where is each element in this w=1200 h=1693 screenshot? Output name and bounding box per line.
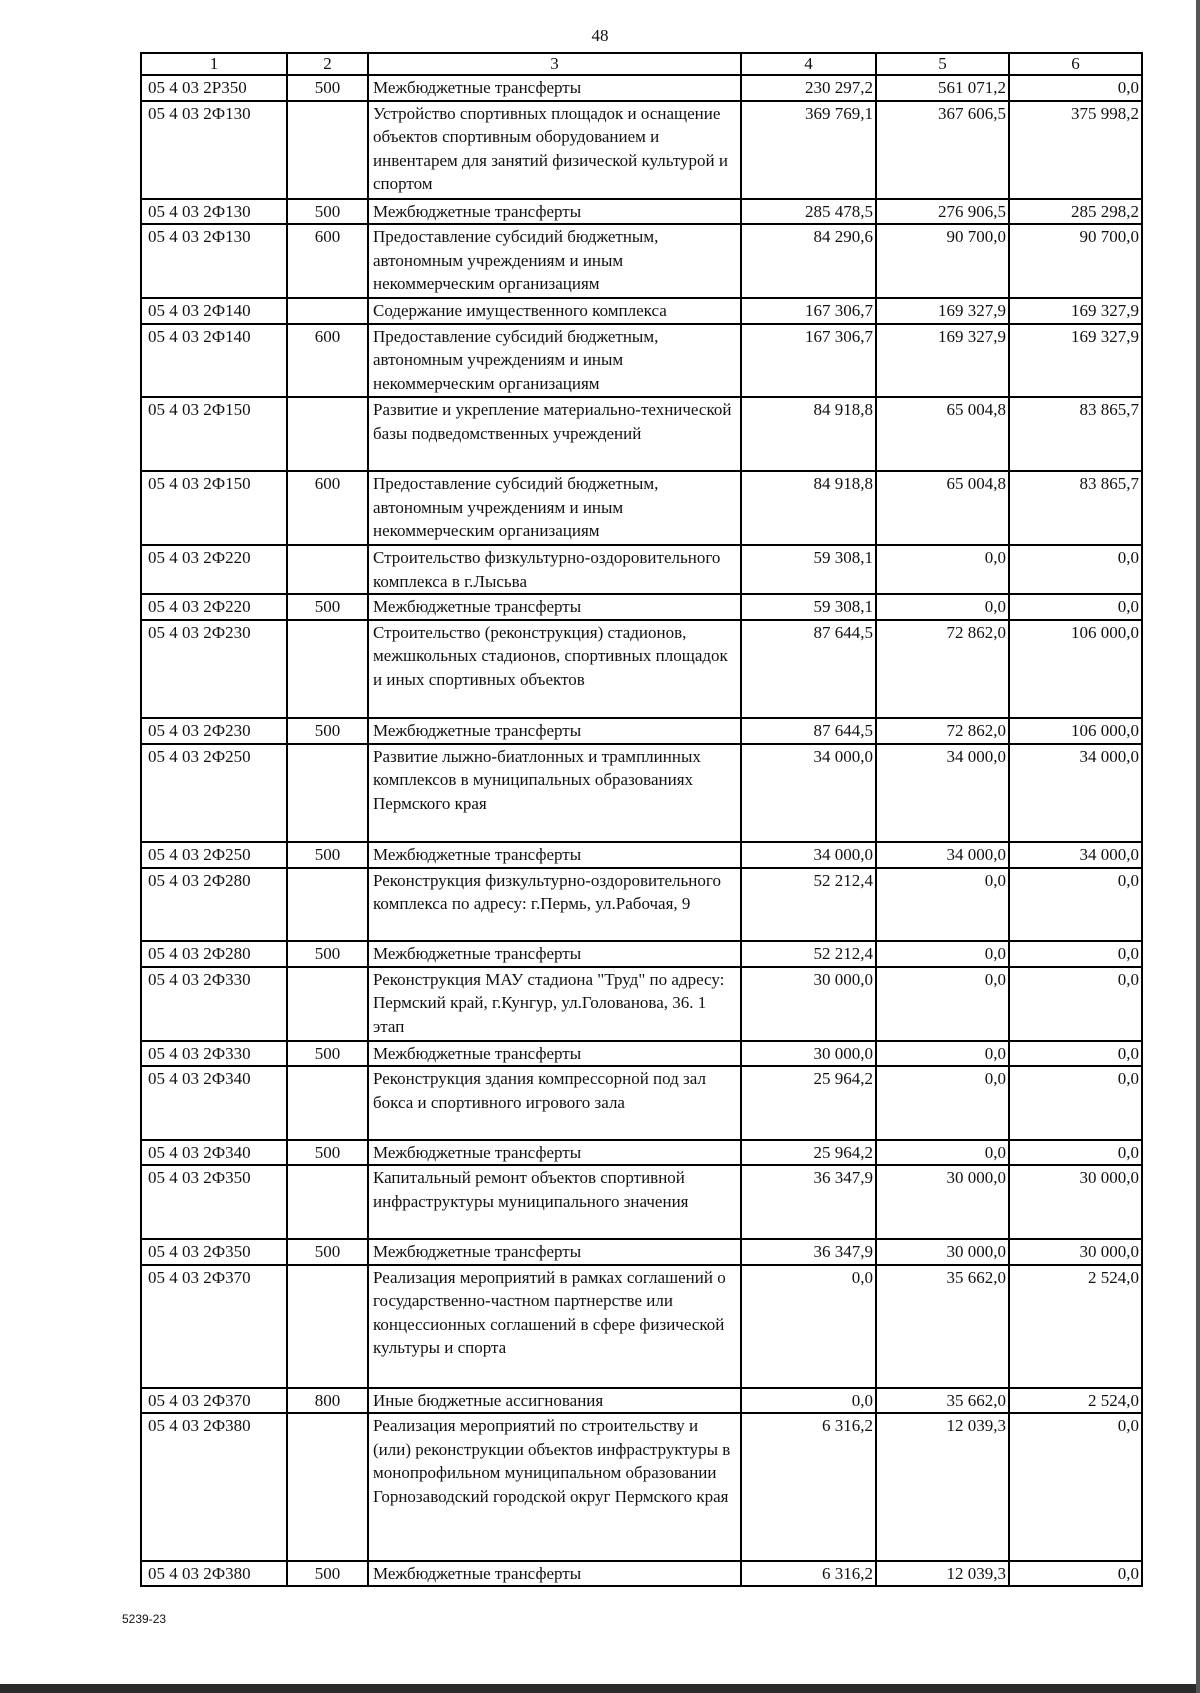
budget-table	[140, 52, 1143, 1587]
item-name-cell: Развитие и укрепление материально-технической базы подведомственных учреждений	[368, 397, 741, 471]
amount-col4-cell: 34 000,0	[741, 744, 876, 842]
amount-col6-cell: 106 000,0	[1009, 718, 1142, 744]
amount-col6-cell: 34 000,0	[1009, 842, 1142, 868]
amount-col4-cell: 84 918,8	[741, 397, 876, 471]
amount-col5-cell: 72 862,0	[876, 620, 1009, 718]
budget-code-cell: 05 4 03 2Ф250	[141, 842, 287, 868]
amount-col4-cell: 52 212,4	[741, 941, 876, 967]
expense-type-cell: 500	[287, 941, 368, 967]
expense-type-cell	[287, 744, 368, 842]
expense-type-cell: 600	[287, 471, 368, 545]
budget-code-cell: 05 4 03 2Ф380	[141, 1561, 287, 1587]
amount-col5-cell: 34 000,0	[876, 842, 1009, 868]
budget-code-cell: 05 4 03 2Ф220	[141, 545, 287, 594]
item-name-cell: Реконструкция физкультурно-оздоровительного комплекса по адресу: г.Пермь, ул.Рабочая, 9	[368, 868, 741, 942]
expense-type-cell: 500	[287, 199, 368, 225]
expense-type-cell: 500	[287, 1239, 368, 1265]
amount-col6-cell: 169 327,9	[1009, 324, 1142, 398]
item-name-cell: Межбюджетные трансферты	[368, 594, 741, 620]
amount-col6-cell: 0,0	[1009, 941, 1142, 967]
amount-col4-cell: 0,0	[741, 1388, 876, 1414]
amount-col6-cell: 375 998,2	[1009, 101, 1142, 199]
table-row	[141, 1413, 1142, 1561]
item-name-cell: Межбюджетные трансферты	[368, 718, 741, 744]
budget-code-cell: 05 4 03 2Ф340	[141, 1066, 287, 1140]
item-name-cell: Строительство (реконструкция) стадионов, межшкольных стадионов, спортивных площадок и иных спортивных объектов	[368, 620, 741, 718]
amount-col4-cell: 34 000,0	[741, 842, 876, 868]
amount-col5-cell: 561 071,2	[876, 75, 1009, 101]
expense-type-cell: 500	[287, 1041, 368, 1067]
page-number: 48	[591, 26, 609, 45]
item-name-cell: Межбюджетные трансферты	[368, 1041, 741, 1067]
table-row	[141, 199, 1142, 225]
budget-code-cell: 05 4 03 2Ф230	[141, 620, 287, 718]
amount-col4-cell: 285 478,5	[741, 199, 876, 225]
expense-type-cell	[287, 1066, 368, 1140]
amount-col6-cell: 2 524,0	[1009, 1265, 1142, 1388]
amount-col4-cell: 36 347,9	[741, 1239, 876, 1265]
item-name-cell: Реконструкция здания компрессорной под зал бокса и спортивного игрового зала	[368, 1066, 741, 1140]
amount-col6-cell: 30 000,0	[1009, 1165, 1142, 1239]
amount-col6-cell: 0,0	[1009, 967, 1142, 1041]
amount-col6-cell: 0,0	[1009, 1561, 1142, 1587]
amount-col4-cell: 36 347,9	[741, 1165, 876, 1239]
column-header: 4	[741, 53, 876, 75]
amount-col6-cell: 0,0	[1009, 75, 1142, 101]
budget-code-cell: 05 4 03 2Ф250	[141, 744, 287, 842]
expense-type-cell: 500	[287, 842, 368, 868]
expense-type-cell	[287, 868, 368, 942]
column-header: 3	[368, 53, 741, 75]
table-row	[141, 1066, 1142, 1140]
table-header-row	[141, 53, 1142, 75]
item-name-cell: Содержание имущественного комплекса	[368, 298, 741, 324]
scan-edge-right	[1196, 0, 1200, 1693]
item-name-cell: Реализация мероприятий по строительству и (или) реконструкции объектов инфраструктуры в монопрофильном муниципальном образовании Горнозаводский городской округ Пермского края	[368, 1413, 741, 1561]
item-name-cell: Межбюджетные трансферты	[368, 842, 741, 868]
amount-col5-cell: 72 862,0	[876, 718, 1009, 744]
scan-edge	[0, 1684, 1200, 1693]
table-row	[141, 471, 1142, 545]
budget-code-cell: 05 4 03 2Ф150	[141, 397, 287, 471]
budget-code-cell: 05 4 03 2Ф330	[141, 1041, 287, 1067]
table-row	[141, 75, 1142, 101]
table-row	[141, 1140, 1142, 1166]
budget-code-cell: 05 4 03 2Ф330	[141, 967, 287, 1041]
amount-col6-cell: 0,0	[1009, 1413, 1142, 1561]
item-name-cell: Межбюджетные трансферты	[368, 941, 741, 967]
budget-code-cell: 05 4 03 2Ф350	[141, 1165, 287, 1239]
amount-col4-cell: 52 212,4	[741, 868, 876, 942]
item-name-cell: Предоставление субсидий бюджетным, автономным учреждениям и иным некоммерческим организациям	[368, 471, 741, 545]
amount-col4-cell: 167 306,7	[741, 298, 876, 324]
budget-code-cell: 05 4 03 2Ф370	[141, 1265, 287, 1388]
amount-col4-cell: 369 769,1	[741, 101, 876, 199]
budget-code-cell: 05 4 03 2Ф370	[141, 1388, 287, 1414]
amount-col4-cell: 30 000,0	[741, 967, 876, 1041]
table-row	[141, 1265, 1142, 1388]
amount-col6-cell: 83 865,7	[1009, 397, 1142, 471]
expense-type-cell: 500	[287, 718, 368, 744]
table-row	[141, 842, 1142, 868]
amount-col6-cell: 0,0	[1009, 545, 1142, 594]
item-name-cell: Развитие лыжно-биатлонных и трамплинных комплексов в муниципальных образованиях Пермского края	[368, 744, 741, 842]
amount-col5-cell: 30 000,0	[876, 1165, 1009, 1239]
budget-code-cell: 05 4 03 2Ф280	[141, 868, 287, 942]
table-row	[141, 101, 1142, 199]
budget-code-cell: 05 4 03 2Ф140	[141, 324, 287, 398]
column-header: 6	[1009, 53, 1142, 75]
item-name-cell: Межбюджетные трансферты	[368, 1239, 741, 1265]
table-row	[141, 1239, 1142, 1265]
amount-col5-cell: 0,0	[876, 1140, 1009, 1166]
item-name-cell: Межбюджетные трансферты	[368, 1561, 741, 1587]
amount-col5-cell: 0,0	[876, 1041, 1009, 1067]
item-name-cell: Строительство физкультурно-оздоровительного комплекса в г.Лысьва	[368, 545, 741, 594]
amount-col5-cell: 34 000,0	[876, 744, 1009, 842]
item-name-cell: Реализация мероприятий в рамках соглашений о государственно-частном партнерстве или концессионных соглашений в сфере физической культуры и спорта	[368, 1265, 741, 1388]
budget-code-cell: 05 4 03 2Ф130	[141, 101, 287, 199]
amount-col5-cell: 169 327,9	[876, 324, 1009, 398]
amount-col6-cell: 0,0	[1009, 1041, 1142, 1067]
item-name-cell: Реконструкция МАУ стадиона "Труд" по адресу: Пермский край, г.Кунгур, ул.Голованова, 36. 1 этап	[368, 967, 741, 1041]
amount-col6-cell: 30 000,0	[1009, 1239, 1142, 1265]
table-row	[141, 967, 1142, 1041]
amount-col5-cell: 0,0	[876, 1066, 1009, 1140]
table-row	[141, 868, 1142, 942]
expense-type-cell: 600	[287, 224, 368, 298]
budget-code-cell: 05 4 03 2Ф220	[141, 594, 287, 620]
amount-col5-cell: 0,0	[876, 941, 1009, 967]
table-row	[141, 324, 1142, 398]
amount-col4-cell: 25 964,2	[741, 1140, 876, 1166]
item-name-cell: Межбюджетные трансферты	[368, 199, 741, 225]
table-row	[141, 941, 1142, 967]
amount-col5-cell: 12 039,3	[876, 1413, 1009, 1561]
amount-col6-cell: 90 700,0	[1009, 224, 1142, 298]
amount-col4-cell: 59 308,1	[741, 545, 876, 594]
amount-col4-cell: 230 297,2	[741, 75, 876, 101]
expense-type-cell	[287, 101, 368, 199]
table-row	[141, 224, 1142, 298]
amount-col6-cell: 0,0	[1009, 1140, 1142, 1166]
table-row	[141, 298, 1142, 324]
budget-code-cell: 05 4 03 2Ф230	[141, 718, 287, 744]
amount-col4-cell: 59 308,1	[741, 594, 876, 620]
table-row	[141, 1041, 1142, 1067]
expense-type-cell	[287, 1165, 368, 1239]
expense-type-cell: 600	[287, 324, 368, 398]
amount-col5-cell: 169 327,9	[876, 298, 1009, 324]
budget-code-cell: 05 4 03 2Ф280	[141, 941, 287, 967]
amount-col4-cell: 6 316,2	[741, 1413, 876, 1561]
table-row	[141, 1388, 1142, 1414]
amount-col6-cell: 2 524,0	[1009, 1388, 1142, 1414]
expense-type-cell	[287, 545, 368, 594]
item-name-cell: Предоставление субсидий бюджетным, автономным учреждениям и иным некоммерческим организациям	[368, 324, 741, 398]
amount-col5-cell: 0,0	[876, 868, 1009, 942]
budget-code-cell: 05 4 03 2Ф340	[141, 1140, 287, 1166]
item-name-cell: Предоставление субсидий бюджетным, автономным учреждениям и иным некоммерческим организациям	[368, 224, 741, 298]
item-name-cell: Иные бюджетные ассигнования	[368, 1388, 741, 1414]
expense-type-cell: 500	[287, 1140, 368, 1166]
amount-col6-cell: 106 000,0	[1009, 620, 1142, 718]
amount-col6-cell: 0,0	[1009, 868, 1142, 942]
amount-col5-cell: 30 000,0	[876, 1239, 1009, 1265]
table-row	[141, 397, 1142, 471]
amount-col4-cell: 0,0	[741, 1265, 876, 1388]
amount-col6-cell: 0,0	[1009, 594, 1142, 620]
table-row	[141, 1165, 1142, 1239]
budget-code-cell: 05 4 03 2Ф140	[141, 298, 287, 324]
amount-col5-cell: 0,0	[876, 545, 1009, 594]
item-name-cell: Устройство спортивных площадок и оснащение объектов спортивным оборудованием и инвентарем для занятий физической культурой и спортом	[368, 101, 741, 199]
amount-col5-cell: 65 004,8	[876, 471, 1009, 545]
amount-col4-cell: 87 644,5	[741, 718, 876, 744]
column-header: 5	[876, 53, 1009, 75]
amount-col4-cell: 167 306,7	[741, 324, 876, 398]
expense-type-cell: 500	[287, 594, 368, 620]
amount-col5-cell: 0,0	[876, 967, 1009, 1041]
amount-col6-cell: 285 298,2	[1009, 199, 1142, 225]
expense-type-cell	[287, 967, 368, 1041]
item-name-cell: Капитальный ремонт объектов спортивной инфраструктуры муниципального значения	[368, 1165, 741, 1239]
item-name-cell: Межбюджетные трансферты	[368, 75, 741, 101]
budget-code-cell: 05 4 03 2Р350	[141, 75, 287, 101]
expense-type-cell	[287, 1265, 368, 1388]
table-row	[141, 620, 1142, 718]
document-code: 5239-23	[122, 1612, 167, 1626]
amount-col5-cell: 35 662,0	[876, 1388, 1009, 1414]
budget-code-cell: 05 4 03 2Ф150	[141, 471, 287, 545]
amount-col4-cell: 84 918,8	[741, 471, 876, 545]
table-row	[141, 744, 1142, 842]
expense-type-cell	[287, 620, 368, 718]
expense-type-cell	[287, 397, 368, 471]
expense-type-cell: 500	[287, 75, 368, 101]
amount-col6-cell: 0,0	[1009, 1066, 1142, 1140]
expense-type-cell: 800	[287, 1388, 368, 1414]
column-header: 1	[141, 53, 287, 75]
amount-col6-cell: 83 865,7	[1009, 471, 1142, 545]
table-row	[141, 545, 1142, 594]
table-row	[141, 594, 1142, 620]
amount-col4-cell: 6 316,2	[741, 1561, 876, 1587]
amount-col5-cell: 276 906,5	[876, 199, 1009, 225]
budget-code-cell: 05 4 03 2Ф380	[141, 1413, 287, 1561]
budget-code-cell: 05 4 03 2Ф350	[141, 1239, 287, 1265]
amount-col5-cell: 90 700,0	[876, 224, 1009, 298]
amount-col6-cell: 169 327,9	[1009, 298, 1142, 324]
amount-col5-cell: 65 004,8	[876, 397, 1009, 471]
table-row	[141, 1561, 1142, 1587]
budget-code-cell: 05 4 03 2Ф130	[141, 224, 287, 298]
budget-code-cell: 05 4 03 2Ф130	[141, 199, 287, 225]
expense-type-cell: 500	[287, 1561, 368, 1587]
amount-col4-cell: 25 964,2	[741, 1066, 876, 1140]
amount-col6-cell: 34 000,0	[1009, 744, 1142, 842]
expense-type-cell	[287, 1413, 368, 1561]
amount-col4-cell: 87 644,5	[741, 620, 876, 718]
amount-col5-cell: 0,0	[876, 594, 1009, 620]
amount-col5-cell: 367 606,5	[876, 101, 1009, 199]
item-name-cell: Межбюджетные трансферты	[368, 1140, 741, 1166]
amount-col4-cell: 30 000,0	[741, 1041, 876, 1067]
table-row	[141, 718, 1142, 744]
column-header: 2	[287, 53, 368, 75]
amount-col4-cell: 84 290,6	[741, 224, 876, 298]
amount-col5-cell: 12 039,3	[876, 1561, 1009, 1587]
amount-col5-cell: 35 662,0	[876, 1265, 1009, 1388]
expense-type-cell	[287, 298, 368, 324]
